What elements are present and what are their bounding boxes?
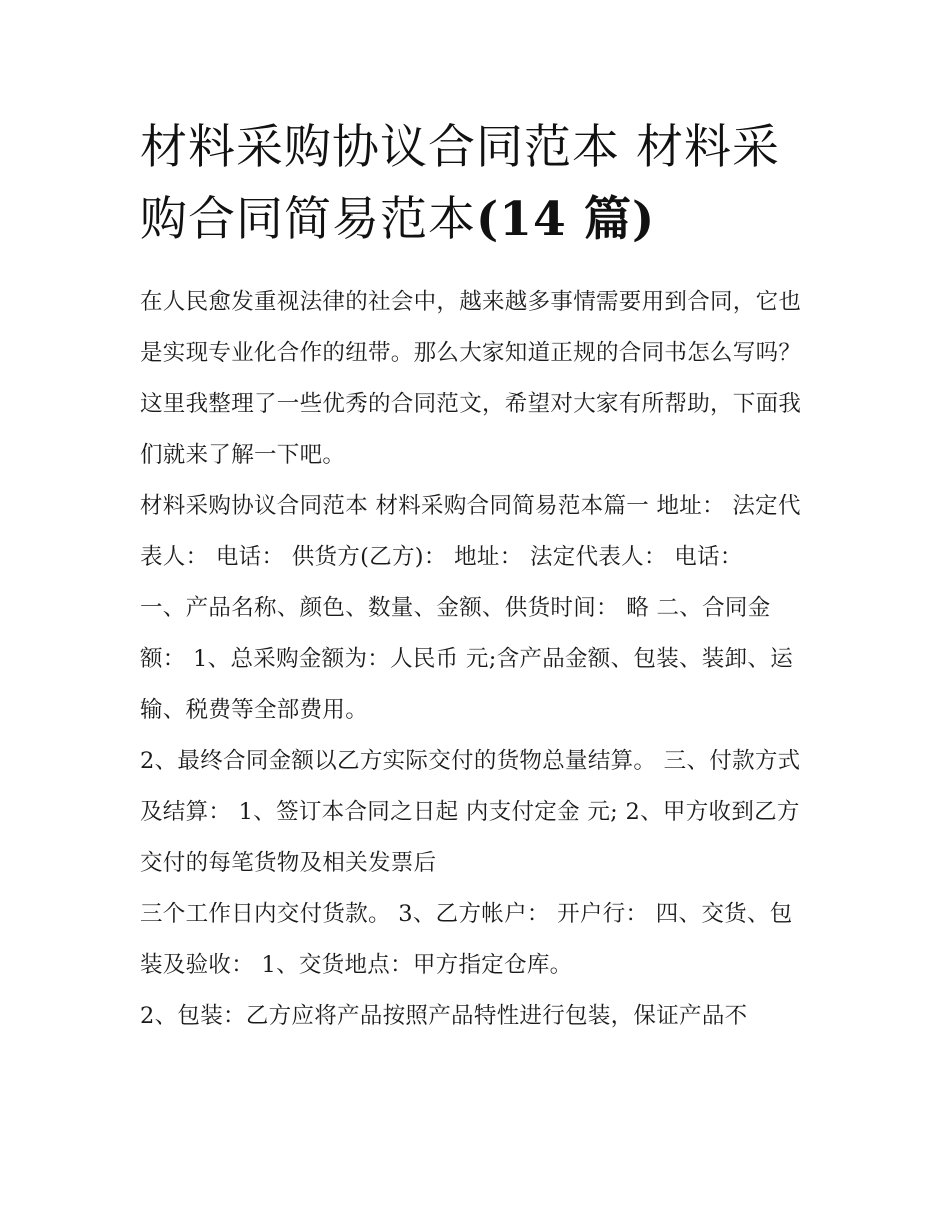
paragraph-product-amount: 一、产品名称、颜色、数量、金额、供货时间： 略 二、合同金额： 1、总采购金额为：人民币 元;含产品金额、包装、装卸、运输、税费等全部费用。 xyxy=(140,595,794,723)
document-title xyxy=(140,112,820,256)
paragraph-parties: 材料采购协议合同范本 材料采购合同简易范本篇一 地址： 法定代表人： 电话： 供货方(乙方)： 地址： 法定代表人： 电话： xyxy=(140,493,801,570)
title-main: 材料采购协议合同范本 材料采购合同简易范本 xyxy=(140,120,780,247)
title-suffix: (14 篇) xyxy=(476,192,656,247)
paragraph-delivery: 三个工作日内交付货款。 3、乙方帐户： 开户行： 四、交货、包装及验收： 1、交货地点：甲方指定仓库。 xyxy=(140,901,793,978)
paragraph-packaging: 2、包装：乙方应将产品按照产品特性进行包装，保证产品不 xyxy=(140,1003,748,1029)
document-body xyxy=(140,277,815,1042)
paragraph-settlement: 2、最终合同金额以乙方实际交付的货物总量结算。 三、付款方式及结算： 1、签订本合同之日起 内支付定金 元; 2、甲方收到乙方交付的每笔货物及相关发票后 xyxy=(140,748,801,876)
paragraph-intro: 在人民愈发重视法律的社会中，越来越多事情需要用到合同，它也是实现专业化合作的纽带。那么大家知道正规的合同书怎么写吗？这里我整理了一些优秀的合同范文，希望对大家有所帮助，下面我们就来了解一下吧。 xyxy=(140,289,802,468)
